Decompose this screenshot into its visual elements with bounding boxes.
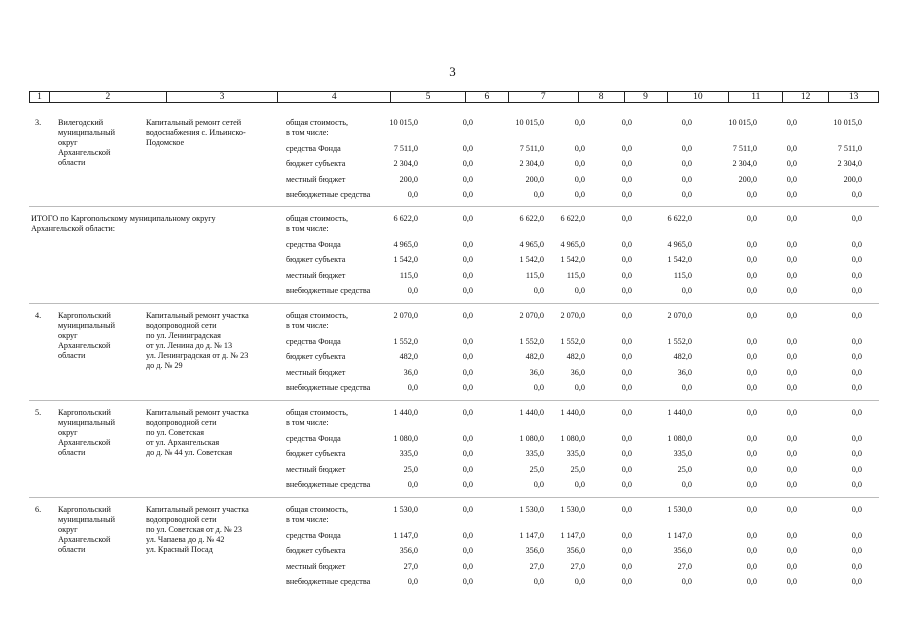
header-col-13: 13 — [848, 92, 859, 102]
value-cell: 356,0 — [673, 546, 692, 555]
municipality-cell: Каргопольский муниципальный округ Архангельской области — [58, 311, 115, 360]
value-cell: 0,0 — [462, 531, 473, 540]
value-cell: 1 147,0 — [667, 531, 692, 540]
value-cell: 0,0 — [786, 434, 797, 443]
value-cell: 2 304,0 — [519, 159, 544, 168]
page-number: 3 — [449, 64, 456, 79]
value-cell: 0,0 — [621, 286, 632, 295]
value-cell: 482,0 — [399, 352, 418, 361]
value-cell: 0,0 — [621, 408, 632, 417]
value-cell: 0,0 — [621, 159, 632, 168]
funding-label: общая стоимость, в том числе: — [286, 214, 349, 233]
header-col-11: 11 — [729, 92, 783, 102]
value-cell: 0,0 — [574, 190, 585, 199]
value-cell: 2 070,0 — [519, 311, 544, 320]
funding-label: бюджет субъекта — [286, 546, 346, 555]
value-cell: 0,0 — [574, 383, 585, 392]
header-col-1: 1 — [30, 92, 50, 102]
value-cell: 0,0 — [746, 505, 757, 514]
value-cell: 0,0 — [462, 505, 473, 514]
value-cell: 0,0 — [621, 311, 632, 320]
funding-label: внебюджетные средства — [286, 480, 371, 489]
value-cell: 0,0 — [746, 449, 757, 458]
value-cell: 0,0 — [786, 175, 797, 184]
value-cell: 0,0 — [621, 255, 632, 264]
value-cell: 0,0 — [462, 118, 473, 127]
row-separator — [29, 303, 879, 304]
value-cell: 0,0 — [621, 175, 632, 184]
value-cell: 0,0 — [851, 546, 862, 555]
value-cell: 4 965,0 — [560, 240, 585, 249]
value-cell: 0,0 — [746, 383, 757, 392]
value-cell: 0,0 — [462, 337, 473, 346]
value-cell: 1 542,0 — [393, 255, 418, 264]
value-cell: 335,0 — [525, 449, 544, 458]
value-cell: 36,0 — [677, 368, 692, 377]
value-cell: 115,0 — [673, 271, 692, 280]
value-cell: 0,0 — [786, 311, 797, 320]
value-cell: 6 622,0 — [560, 214, 585, 223]
value-cell: 27,0 — [570, 562, 585, 571]
value-cell: 10 015,0 — [389, 118, 418, 127]
value-cell: 0,0 — [681, 175, 692, 184]
funding-label: местный бюджет — [286, 465, 346, 474]
value-cell: 0,0 — [786, 144, 797, 153]
value-cell: 0,0 — [462, 352, 473, 361]
value-cell: 482,0 — [525, 352, 544, 361]
header-col-10: 10 — [668, 92, 730, 102]
value-cell: 0,0 — [574, 144, 585, 153]
total-label: ИТОГО по Каргопольскому муниципальному округу Архангельской области: — [31, 214, 216, 233]
value-cell: 0,0 — [621, 352, 632, 361]
value-cell: 0,0 — [407, 577, 418, 586]
value-cell: 0,0 — [851, 408, 862, 417]
value-cell: 0,0 — [621, 118, 632, 127]
funding-label: средства Фонда — [286, 434, 341, 443]
value-cell: 0,0 — [621, 434, 632, 443]
value-cell: 0,0 — [462, 480, 473, 489]
value-cell: 0,0 — [574, 118, 585, 127]
value-cell: 0,0 — [746, 368, 757, 377]
object-cell: Капитальный ремонт участка водопроводной сети по ул. Советская от ул. Архангельская до д. № 44 ул. Советская — [146, 408, 249, 457]
value-cell: 0,0 — [851, 368, 862, 377]
value-cell: 0,0 — [746, 434, 757, 443]
value-cell: 0,0 — [574, 286, 585, 295]
value-cell: 0,0 — [681, 577, 692, 586]
value-cell: 0,0 — [851, 465, 862, 474]
value-cell: 0,0 — [462, 562, 473, 571]
value-cell: 10 015,0 — [833, 118, 862, 127]
value-cell: 0,0 — [851, 311, 862, 320]
header-col-8: 8 — [579, 92, 625, 102]
value-cell: 1 530,0 — [519, 505, 544, 514]
funding-label: средства Фонда — [286, 240, 341, 249]
value-cell: 1 552,0 — [519, 337, 544, 346]
value-cell: 0,0 — [621, 480, 632, 489]
value-cell: 0,0 — [786, 505, 797, 514]
value-cell: 0,0 — [533, 286, 544, 295]
value-cell: 27,0 — [529, 562, 544, 571]
value-cell: 25,0 — [677, 465, 692, 474]
row-number: 4. — [35, 311, 42, 320]
value-cell: 0,0 — [851, 480, 862, 489]
value-cell: 0,0 — [462, 383, 473, 392]
value-cell: 0,0 — [407, 383, 418, 392]
value-cell: 0,0 — [786, 546, 797, 555]
value-cell: 0,0 — [786, 577, 797, 586]
value-cell: 0,0 — [851, 449, 862, 458]
value-cell: 0,0 — [851, 577, 862, 586]
value-cell: 1 552,0 — [393, 337, 418, 346]
value-cell: 0,0 — [746, 255, 757, 264]
object-cell: Капитальный ремонт участка водопроводной сети по ул. Советская от д. № 23 ул. Чапаева до д. № 42 ул. Красный Посад — [146, 505, 249, 554]
value-cell: 0,0 — [786, 271, 797, 280]
value-cell: 0,0 — [746, 408, 757, 417]
value-cell: 1 440,0 — [667, 408, 692, 417]
value-cell: 0,0 — [786, 449, 797, 458]
value-cell: 2 070,0 — [393, 311, 418, 320]
value-cell: 0,0 — [746, 546, 757, 555]
value-cell: 0,0 — [851, 505, 862, 514]
funding-label: общая стоимость, в том числе: — [286, 311, 349, 330]
value-cell: 2 070,0 — [667, 311, 692, 320]
value-cell: 10 015,0 — [515, 118, 544, 127]
value-cell: 0,0 — [621, 531, 632, 540]
value-cell: 200,0 — [525, 175, 544, 184]
value-cell: 115,0 — [566, 271, 585, 280]
value-cell: 0,0 — [621, 190, 632, 199]
row-number: 6. — [35, 505, 42, 514]
row-separator — [29, 206, 879, 207]
value-cell: 200,0 — [738, 175, 757, 184]
value-cell: 0,0 — [746, 480, 757, 489]
value-cell: 25,0 — [570, 465, 585, 474]
value-cell: 0,0 — [851, 286, 862, 295]
row-number: 3. — [35, 118, 42, 127]
value-cell: 0,0 — [786, 531, 797, 540]
value-cell: 0,0 — [786, 214, 797, 223]
value-cell: 0,0 — [786, 465, 797, 474]
value-cell: 0,0 — [786, 118, 797, 127]
funding-label: бюджет субъекта — [286, 352, 346, 361]
value-cell: 0,0 — [851, 562, 862, 571]
value-cell: 0,0 — [746, 190, 757, 199]
value-cell: 1 147,0 — [393, 531, 418, 540]
value-cell: 25,0 — [529, 465, 544, 474]
value-cell: 0,0 — [851, 271, 862, 280]
value-cell: 0,0 — [462, 175, 473, 184]
value-cell: 27,0 — [403, 562, 418, 571]
value-cell: 7 511,0 — [519, 144, 544, 153]
value-cell: 0,0 — [746, 240, 757, 249]
value-cell: 4 965,0 — [393, 240, 418, 249]
value-cell: 1 440,0 — [560, 408, 585, 417]
value-cell: 0,0 — [621, 383, 632, 392]
funding-label: средства Фонда — [286, 144, 341, 153]
value-cell: 2 304,0 — [393, 159, 418, 168]
value-cell: 0,0 — [851, 190, 862, 199]
value-cell: 0,0 — [462, 546, 473, 555]
funding-label: местный бюджет — [286, 368, 346, 377]
value-cell: 0,0 — [746, 311, 757, 320]
value-cell: 7 511,0 — [393, 144, 418, 153]
value-cell: 335,0 — [399, 449, 418, 458]
value-cell: 0,0 — [621, 505, 632, 514]
value-cell: 0,0 — [533, 577, 544, 586]
value-cell: 1 080,0 — [393, 434, 418, 443]
value-cell: 200,0 — [843, 175, 862, 184]
value-cell: 0,0 — [407, 190, 418, 199]
row-number: 5. — [35, 408, 42, 417]
value-cell: 0,0 — [621, 465, 632, 474]
value-cell: 0,0 — [681, 383, 692, 392]
funding-label: бюджет субъекта — [286, 449, 346, 458]
funding-label: внебюджетные средства — [286, 286, 371, 295]
value-cell: 4 965,0 — [519, 240, 544, 249]
value-cell: 0,0 — [462, 286, 473, 295]
value-cell: 0,0 — [746, 577, 757, 586]
table-header-row — [29, 91, 879, 103]
header-col-3: 3 — [167, 92, 279, 102]
value-cell: 1 530,0 — [667, 505, 692, 514]
value-cell: 0,0 — [681, 480, 692, 489]
value-cell: 7 511,0 — [837, 144, 862, 153]
value-cell: 1 542,0 — [560, 255, 585, 264]
value-cell: 0,0 — [681, 286, 692, 295]
funding-label: местный бюджет — [286, 271, 346, 280]
object-cell: Капитальный ремонт участка водопроводной сети по ул. Ленинградская от ул. Ленина до д. № 13 ул. Ленинградская от д. № 23 до д. № 29 — [146, 311, 249, 370]
value-cell: 0,0 — [851, 531, 862, 540]
funding-label: местный бюджет — [286, 562, 346, 571]
value-cell: 36,0 — [403, 368, 418, 377]
value-cell: 0,0 — [786, 352, 797, 361]
value-cell: 1 542,0 — [519, 255, 544, 264]
value-cell: 0,0 — [462, 190, 473, 199]
value-cell: 0,0 — [621, 240, 632, 249]
value-cell: 27,0 — [677, 562, 692, 571]
value-cell: 115,0 — [399, 271, 418, 280]
value-cell: 0,0 — [462, 311, 473, 320]
value-cell: 0,0 — [533, 383, 544, 392]
funding-label: местный бюджет — [286, 175, 346, 184]
value-cell: 482,0 — [566, 352, 585, 361]
value-cell: 0,0 — [621, 337, 632, 346]
funding-label: бюджет субъекта — [286, 159, 346, 168]
value-cell: 0,0 — [851, 352, 862, 361]
header-col-4: 4 — [278, 92, 391, 102]
value-cell: 0,0 — [786, 408, 797, 417]
funding-label: общая стоимость, в том числе: — [286, 408, 349, 427]
funding-label: средства Фонда — [286, 531, 341, 540]
value-cell: 0,0 — [621, 546, 632, 555]
value-cell: 2 304,0 — [732, 159, 757, 168]
row-separator — [29, 497, 879, 498]
value-cell: 1 080,0 — [667, 434, 692, 443]
value-cell: 10 015,0 — [728, 118, 757, 127]
value-cell: 335,0 — [673, 449, 692, 458]
value-cell: 0,0 — [462, 449, 473, 458]
value-cell: 0,0 — [462, 144, 473, 153]
value-cell: 0,0 — [746, 562, 757, 571]
value-cell: 25,0 — [403, 465, 418, 474]
value-cell: 0,0 — [786, 480, 797, 489]
value-cell: 1 530,0 — [393, 505, 418, 514]
value-cell: 2 070,0 — [560, 311, 585, 320]
value-cell: 0,0 — [746, 465, 757, 474]
value-cell: 0,0 — [786, 337, 797, 346]
value-cell: 0,0 — [746, 352, 757, 361]
value-cell: 0,0 — [851, 383, 862, 392]
funding-label: внебюджетные средства — [286, 190, 371, 199]
value-cell: 0,0 — [462, 368, 473, 377]
header-col-7: 7 — [509, 92, 579, 102]
value-cell: 0,0 — [746, 214, 757, 223]
value-cell: 0,0 — [621, 368, 632, 377]
value-cell: 0,0 — [746, 271, 757, 280]
value-cell: 0,0 — [533, 480, 544, 489]
value-cell: 0,0 — [681, 190, 692, 199]
header-col-12: 12 — [783, 92, 829, 102]
value-cell: 0,0 — [746, 531, 757, 540]
value-cell: 0,0 — [786, 562, 797, 571]
value-cell: 0,0 — [786, 368, 797, 377]
value-cell: 0,0 — [621, 562, 632, 571]
value-cell: 6 622,0 — [393, 214, 418, 223]
header-col-2: 2 — [50, 92, 167, 102]
value-cell: 0,0 — [462, 408, 473, 417]
value-cell: 0,0 — [407, 286, 418, 295]
municipality-cell: Вилегодский муниципальный округ Архангельской области — [58, 118, 115, 167]
funding-label: внебюджетные средства — [286, 383, 371, 392]
header-col-6: 6 — [466, 92, 509, 102]
value-cell: 1 552,0 — [560, 337, 585, 346]
value-cell: 0,0 — [851, 240, 862, 249]
value-cell: 0,0 — [462, 214, 473, 223]
value-cell: 335,0 — [566, 449, 585, 458]
value-cell: 0,0 — [407, 480, 418, 489]
value-cell: 1 080,0 — [560, 434, 585, 443]
value-cell: 1 530,0 — [560, 505, 585, 514]
value-cell: 0,0 — [851, 214, 862, 223]
value-cell: 0,0 — [574, 577, 585, 586]
value-cell: 1 440,0 — [519, 408, 544, 417]
row-separator — [29, 400, 879, 401]
value-cell: 6 622,0 — [667, 214, 692, 223]
value-cell: 0,0 — [746, 337, 757, 346]
header-col-9: 9 — [625, 92, 668, 102]
value-cell: 0,0 — [786, 190, 797, 199]
value-cell: 0,0 — [621, 144, 632, 153]
value-cell: 0,0 — [786, 159, 797, 168]
value-cell: 6 622,0 — [519, 214, 544, 223]
header-col-5: 5 — [391, 92, 466, 102]
funding-label: внебюджетные средства — [286, 577, 371, 586]
value-cell: 0,0 — [621, 271, 632, 280]
value-cell: 0,0 — [786, 286, 797, 295]
value-cell: 0,0 — [574, 159, 585, 168]
value-cell: 0,0 — [851, 434, 862, 443]
value-cell: 36,0 — [529, 368, 544, 377]
value-cell: 0,0 — [746, 286, 757, 295]
value-cell: 0,0 — [621, 214, 632, 223]
value-cell: 356,0 — [399, 546, 418, 555]
value-cell: 482,0 — [673, 352, 692, 361]
value-cell: 7 511,0 — [732, 144, 757, 153]
municipality-cell: Каргопольский муниципальный округ Архангельской области — [58, 505, 115, 554]
value-cell: 1 542,0 — [667, 255, 692, 264]
value-cell: 0,0 — [462, 434, 473, 443]
value-cell: 1 080,0 — [519, 434, 544, 443]
value-cell: 36,0 — [570, 368, 585, 377]
value-cell: 0,0 — [574, 175, 585, 184]
value-cell: 356,0 — [525, 546, 544, 555]
value-cell: 356,0 — [566, 546, 585, 555]
value-cell: 0,0 — [786, 255, 797, 264]
funding-label: средства Фонда — [286, 337, 341, 346]
value-cell: 115,0 — [525, 271, 544, 280]
value-cell: 1 147,0 — [519, 531, 544, 540]
value-cell: 0,0 — [574, 480, 585, 489]
object-cell: Капитальный ремонт сетей водоснабжения с. Ильинско- Подомское — [146, 118, 246, 147]
funding-label: общая стоимость, в том числе: — [286, 118, 349, 137]
value-cell: 1 147,0 — [560, 531, 585, 540]
value-cell: 1 440,0 — [393, 408, 418, 417]
funding-label: общая стоимость, в том числе: — [286, 505, 349, 524]
value-cell: 0,0 — [851, 255, 862, 264]
value-cell: 0,0 — [851, 337, 862, 346]
value-cell: 0,0 — [462, 577, 473, 586]
funding-label: бюджет субъекта — [286, 255, 346, 264]
value-cell: 0,0 — [462, 240, 473, 249]
municipality-cell: Каргопольский муниципальный округ Архангельской области — [58, 408, 115, 457]
value-cell: 0,0 — [533, 190, 544, 199]
value-cell: 0,0 — [621, 577, 632, 586]
value-cell: 0,0 — [786, 240, 797, 249]
value-cell: 0,0 — [621, 449, 632, 458]
value-cell: 4 965,0 — [667, 240, 692, 249]
value-cell: 0,0 — [681, 118, 692, 127]
value-cell: 0,0 — [462, 159, 473, 168]
value-cell: 0,0 — [462, 255, 473, 264]
value-cell: 1 552,0 — [667, 337, 692, 346]
value-cell: 0,0 — [462, 271, 473, 280]
value-cell: 200,0 — [399, 175, 418, 184]
value-cell: 0,0 — [681, 159, 692, 168]
value-cell: 0,0 — [462, 465, 473, 474]
value-cell: 0,0 — [786, 383, 797, 392]
value-cell: 0,0 — [681, 144, 692, 153]
value-cell: 2 304,0 — [837, 159, 862, 168]
